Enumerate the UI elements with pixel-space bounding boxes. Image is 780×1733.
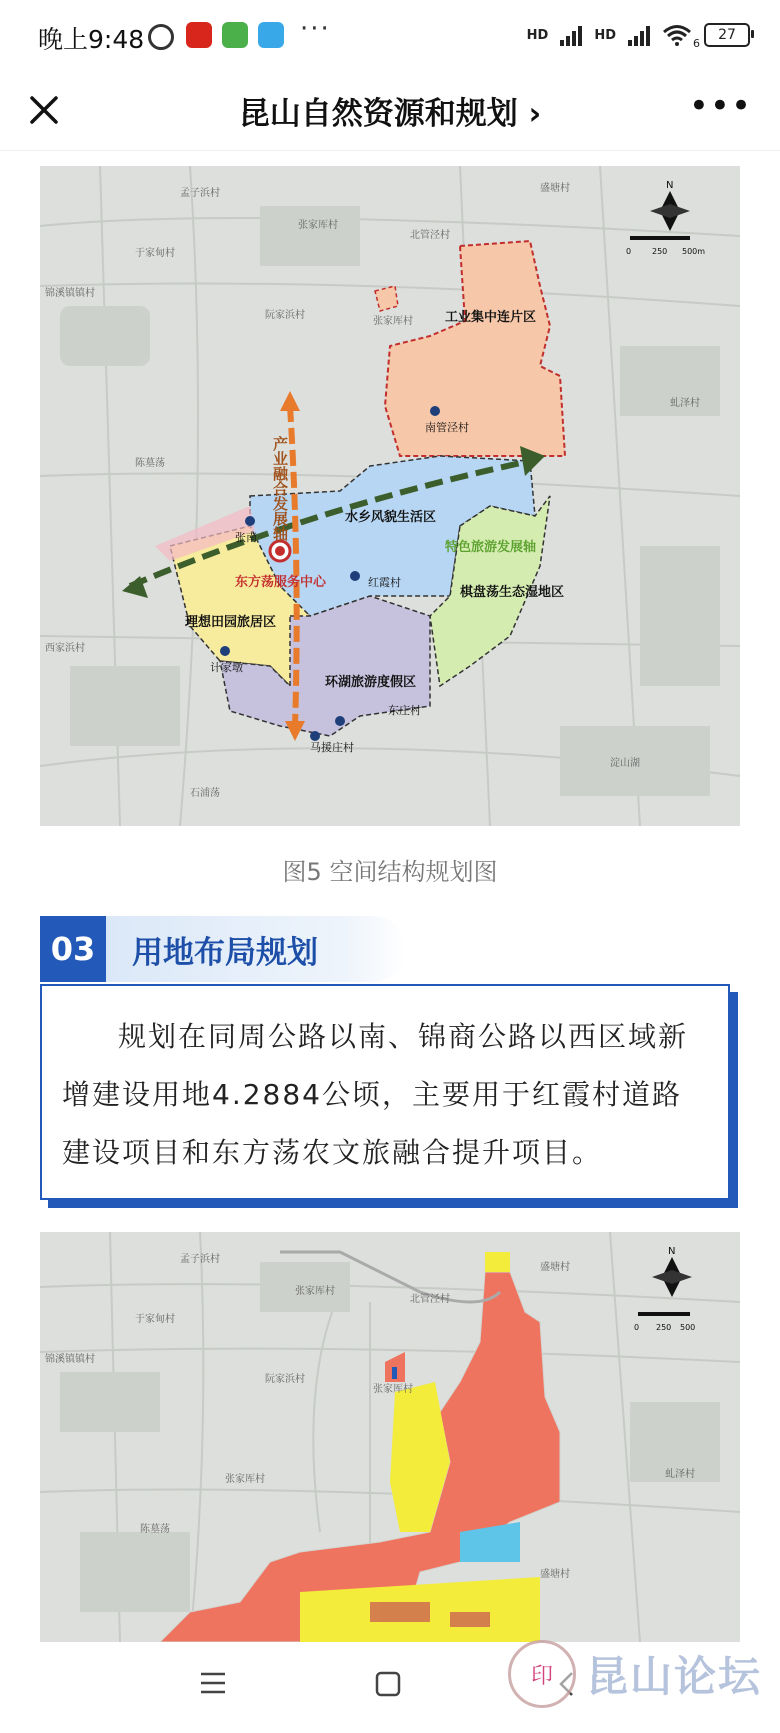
- signal-icon: [560, 24, 582, 46]
- text-box: [40, 984, 730, 1200]
- yellow-landuse-top: [485, 1252, 510, 1272]
- section-number: 03: [40, 916, 106, 982]
- zone-label-industrial: 工业集中连片区: [445, 310, 537, 325]
- zone-label-watertown: 水乡风貌生活区: [345, 510, 437, 525]
- map-label-shidang: 石浦荡: [190, 788, 220, 799]
- wifi-number: 6: [693, 37, 700, 50]
- map2-label-chenmu: 陈墓荡: [140, 1524, 170, 1535]
- more-menu-icon[interactable]: •••: [688, 86, 752, 126]
- svg-text:0: 0: [634, 1323, 640, 1332]
- watermark-logo-icon: 印: [508, 1640, 576, 1708]
- home-icon[interactable]: [374, 1670, 402, 1702]
- section-title: 用地布局规划: [106, 916, 406, 982]
- watermark: [508, 1640, 762, 1708]
- network-label-1: HD: [526, 27, 549, 43]
- map2-label-zhangjiaku-mid: 张家厍村: [373, 1384, 413, 1395]
- map-label-shengtang: 盛塘村: [540, 183, 570, 194]
- chat-app-icon: [258, 22, 284, 48]
- body-paragraph: 规划在同周公路以南、锦商公路以西区域新增建设用地4.2884公顷，主要用于红霞村道路建设项目和东方荡农文旅融合提升项目。: [62, 1020, 689, 1169]
- map-label-mayuanzhuang: 马援庄村: [310, 741, 354, 754]
- map-label-xijia: 西家浜村: [45, 643, 85, 654]
- status-time: 晚上9:48: [38, 25, 145, 54]
- menu-icon[interactable]: [198, 1670, 228, 1700]
- land-use-map-svg: [40, 1232, 740, 1642]
- svg-text:N: N: [668, 1246, 676, 1257]
- status-bar: [0, 0, 780, 70]
- map2-label-mengzibang: 孟子浜村: [180, 1254, 220, 1265]
- axis-label-tourism: 特色旅游发展轴: [445, 540, 537, 555]
- spatial-structure-map-svg: [40, 166, 740, 826]
- map-label-dianshan: 淀山湖: [610, 758, 640, 769]
- alarm-icon: [148, 24, 174, 50]
- page-title[interactable]: 昆山自然资源和规划 ›: [238, 96, 542, 132]
- map-label-hongxia: 红霞村: [368, 576, 401, 589]
- spatial-structure-map: [40, 166, 740, 826]
- download-app-icon: [222, 22, 248, 48]
- map-label-mengzibang: 孟子浜村: [180, 188, 220, 199]
- map-label-nanguanjing: 南管泾村: [425, 421, 469, 434]
- map2-label-zhangjiaku-low: 张家厍村: [225, 1474, 265, 1485]
- map2-label-shengtang: 盛塘村: [540, 1262, 570, 1273]
- map2-label-zhangjiaku-top: 张家厍村: [295, 1286, 335, 1297]
- svg-text:N: N: [666, 180, 674, 191]
- map-label-zhangjiaku-top: 张家厍村: [298, 220, 338, 231]
- svg-text:500: 500: [680, 1323, 696, 1332]
- map-label-jijiadun: 计家墩: [210, 661, 243, 674]
- svg-text:250: 250: [656, 1323, 672, 1332]
- map-label-jinxizhen: 锦溪镇镇村: [45, 288, 95, 299]
- map2-label-jinxizhen: 锦溪镇镇村: [45, 1354, 95, 1365]
- section-header: [40, 916, 370, 982]
- map2-label-ruanjiabang: 阮家浜村: [265, 1374, 305, 1385]
- axis-label-industry: 产业融合发展轴: [271, 436, 289, 541]
- map-label-zhangnan: 张南: [235, 531, 257, 544]
- wifi-icon: [662, 24, 700, 50]
- zone-label-lakeside: 环湖旅游度假区: [325, 675, 417, 690]
- map-label-dongzhuang: 东庄村: [388, 704, 421, 717]
- zone-label-idyllic: 理想田园旅居区: [185, 615, 277, 630]
- network-label-2: HD: [594, 27, 616, 43]
- svg-text:250: 250: [652, 247, 668, 256]
- service-center-label: 东方荡服务中心: [235, 575, 327, 590]
- title-bar: [0, 70, 780, 151]
- map-label-qiuze: 虬泽村: [670, 398, 700, 409]
- figure-caption: 图5 空间结构规划图: [282, 858, 498, 886]
- map-label-yujiadian: 于家甸村: [135, 248, 175, 259]
- map2-label-qiuze: 虬泽村: [665, 1469, 695, 1480]
- more-notifications-icon: ···: [300, 14, 331, 44]
- watermark-text: 昆山论坛: [585, 1652, 762, 1701]
- industrial-zone-fragment: [375, 286, 398, 311]
- signal-icon: [628, 24, 650, 46]
- land-use-map: [40, 1232, 740, 1642]
- map2-label-shengtang-low: 盛塘村: [540, 1569, 570, 1580]
- map-label-zhangjiaku-mid: 张家厍村: [373, 316, 413, 327]
- svg-text:500m: 500m: [682, 247, 706, 256]
- map-label-beiguanjing: 北管泾村: [410, 230, 450, 241]
- zone-label-wetland: 棋盘荡生态湿地区: [460, 585, 565, 600]
- map2-label-beiguanjing: 北管泾村: [410, 1294, 450, 1305]
- battery-icon: 27: [704, 23, 750, 47]
- svg-text:0: 0: [626, 247, 632, 256]
- map2-label-yujiadian: 于家甸村: [135, 1314, 175, 1325]
- news-app-icon: [186, 22, 212, 48]
- map-label-ruanjiabang: 阮家浜村: [265, 310, 305, 321]
- map-label-chenmu: 陈墓荡: [135, 458, 165, 469]
